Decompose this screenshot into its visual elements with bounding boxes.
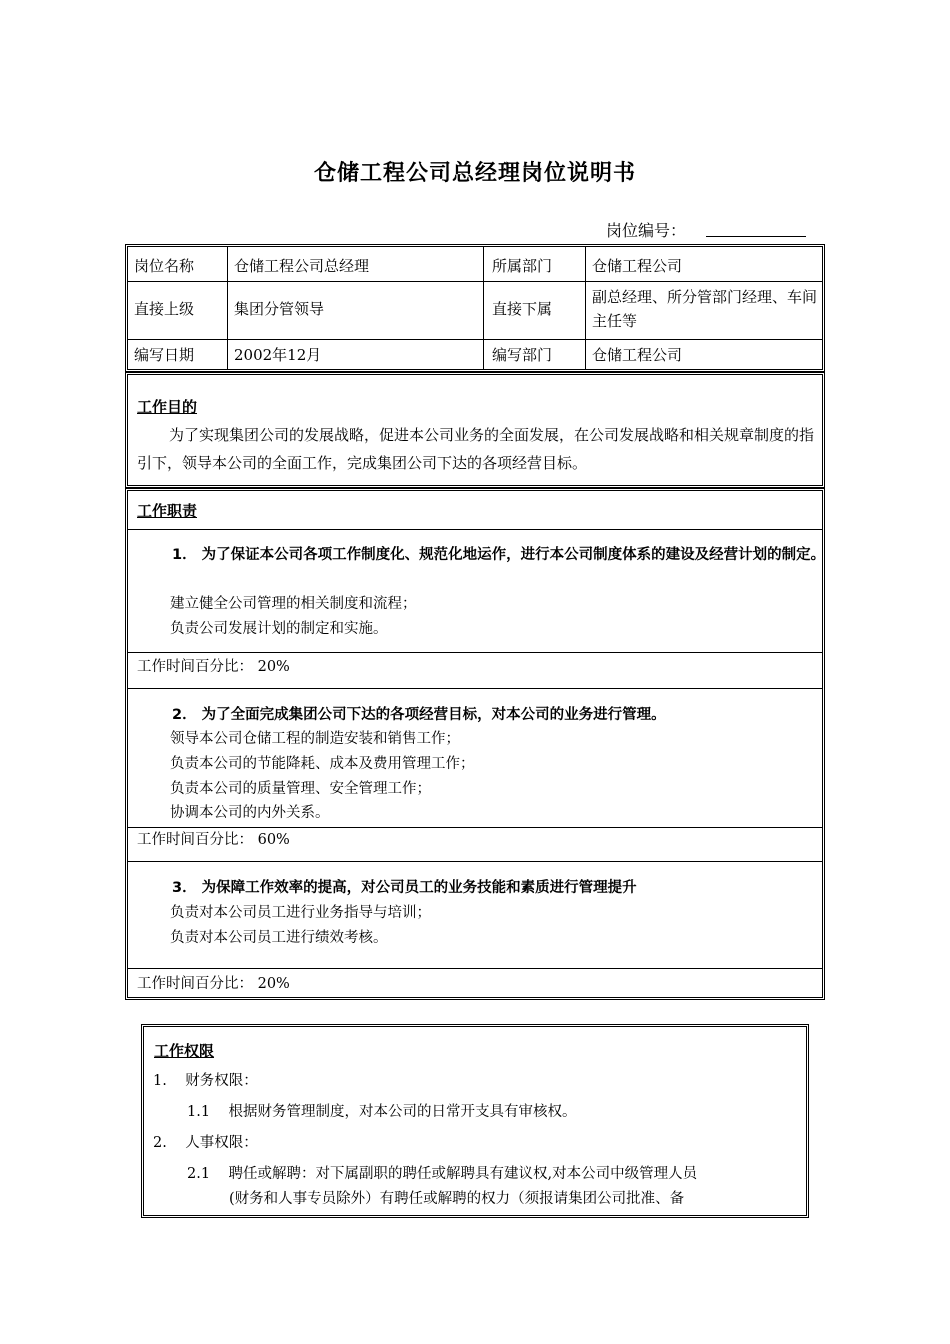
duty-2-title: 2． 为了全面完成集团公司下达的各项经营目标，对本公司的业务进行管理。 (172, 707, 666, 723)
authority-heading: 工作权限 (154, 1042, 215, 1060)
duty-2-bullet-2: 负责本公司的节能降耗、成本及费用管理工作； (170, 756, 475, 772)
info-value-author-dept: 仓储工程公司 (592, 346, 683, 364)
info-label-superior: 直接上级 (134, 300, 195, 318)
page-title: 仓储工程公司总经理岗位说明书 (313, 161, 636, 186)
info-value-superior: 集团分管领导 (234, 300, 325, 318)
duty-3-title: 3． 为保障工作效率的提高，对公司员工的业务技能和素质进行管理提升 (172, 880, 637, 896)
info-value-position-name: 仓储工程公司总经理 (234, 257, 370, 275)
position-number-label: 岗位编号： (606, 221, 687, 240)
authority-line-5: (财务和人事专员除外）有聘任或解聘的权力（须报请集团公司批准、备 (229, 1191, 685, 1207)
duty-3-bullet-1: 负责对本公司员工进行业务指导与培训； (170, 905, 431, 921)
purpose-heading: 工作目的 (137, 398, 198, 416)
duties-section (125, 488, 825, 1000)
purpose-text: 为了实现集团公司的发展战略，促进本公司业务的全面发展，在公司发展战略和相关规章制度的指引下，领导本公司的全面工作，完成集团公司下达的各项经营目标。 (137, 426, 815, 472)
duty-1-bullet-2: 负责公司发展计划的制定和实施。 (170, 621, 388, 637)
info-label-author-dept: 编写部门 (492, 346, 553, 364)
duties-heading: 工作职责 (137, 502, 198, 520)
duty-1-title: 1． 为了保证本公司各项工作制度化、规范化地运作，进行本公司制度体系的建设及经营计划的制定。 (172, 547, 826, 563)
info-value-date: 2002年12月 (234, 346, 322, 364)
info-label-department: 所属部门 (492, 257, 553, 275)
duty-1-percent: 工作时间百分比： 20% (137, 659, 290, 675)
authority-line-4: 2.1 聘任或解聘：对下属副职的聘任或解聘具有建议权,对本公司中级管理人员 (187, 1166, 698, 1182)
duty-2-bullet-4: 协调本公司的内外关系。 (170, 805, 330, 821)
purpose-section (125, 372, 825, 488)
info-table (125, 244, 825, 372)
info-label-subordinates: 直接下属 (492, 300, 553, 318)
duty-1-bullet-1: 建立健全公司管理的相关制度和流程； (170, 596, 417, 612)
duty-2-bullet-1: 领导本公司仓储工程的制造安装和销售工作； (170, 731, 460, 747)
position-number-blank (706, 236, 806, 237)
authority-line-3: 2. 人事权限： (153, 1135, 258, 1151)
duty-2-percent: 工作时间百分比： 60% (137, 832, 290, 848)
authority-line-1: 1. 财务权限： (153, 1073, 258, 1089)
authority-line-2: 1.1 根据财务管理制度，对本公司的日常开支具有审核权。 (187, 1104, 577, 1120)
info-label-position-name: 岗位名称 (134, 257, 195, 275)
duty-3-bullet-2: 负责对本公司员工进行绩效考核。 (170, 930, 388, 946)
duty-3-percent: 工作时间百分比： 20% (137, 976, 290, 992)
duty-2-bullet-3: 负责本公司的质量管理、安全管理工作； (170, 781, 431, 797)
info-value-subordinates: 副总经理、所分管部门经理、车间主任等 (592, 288, 818, 330)
info-label-date: 编写日期 (134, 346, 195, 364)
info-value-department: 仓储工程公司 (592, 257, 683, 275)
authority-section (141, 1024, 809, 1218)
